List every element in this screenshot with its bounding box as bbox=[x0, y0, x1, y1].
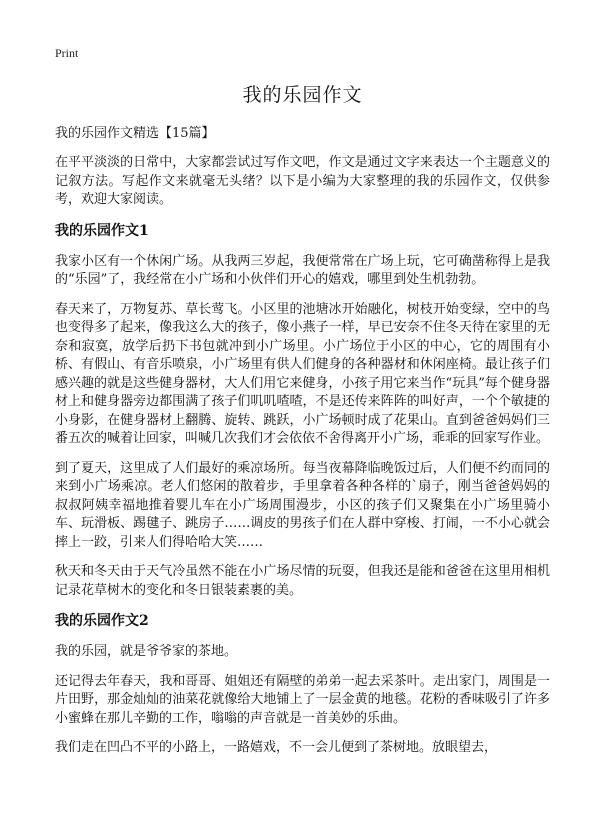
section-paragraph: 我家小区有一个休闲广场。从我两三岁起，我便常常在广场上玩，它可确凿称得上是我的“乐园”了，我经常在小广场和小伙伴们开心的嬉戏，哪里到处生机勃勃。 bbox=[55, 253, 550, 287]
section-paragraph: 春天来了，万物复苏、草长莺飞。小区里的池塘冰开始融化，树枝开始变绿，空中的鸟也变得多了起来，像我这么大的孩子，像小燕子一样，早已安奈不住冬天待在家里的无奈和寂寞，放学后扔下书包就冲到小广场里。小广场位于小区的中心，它的周围有小桥、有假山、有音乐喷泉，小广场里有供人们健身的各种器材和休闲座椅。最让孩子们感兴趣的就是这些健身器材，大人们用它来健身，小孩子用它来当作“玩具”每个健身器材上和健身器旁边都围满了孩子们叽叽喳喳，不是还传来阵阵的叫好声，一个个敏捷的小身影，在健身器材上翻腾、旋转、跳跃，小广场顿时成了花果山。直到爸爸妈妈们三番五次的喊着让回家，叫喊几次我们才会依依不舍得离开小广场，乖乖的回家写作业。 bbox=[55, 301, 550, 446]
page-title: 我的乐园作文 bbox=[242, 84, 363, 106]
article bbox=[55, 80, 550, 769]
section-heading: 我的乐园作文1 bbox=[55, 222, 149, 239]
section-paragraph: 我们走在凹凸不平的小路上，一路嬉戏，不一会儿便到了茶树地。放眼望去， bbox=[55, 740, 498, 755]
section-paragraph: 到了夏天，这里成了人们最好的乘凉场所。每当夜幕降临晚饭过后，人们便不约而同的来到小广场乘凉。老人们悠闲的散着步，手里拿着各种各样的`扇子，刚当爸爸妈妈的叔叔阿姨幸福地推着婴儿车在小广场周围漫步，小区的孩子们又聚集在小广场里骑小车、玩滑板、踢毽子、跳房子……调皮的男孩子们在人群中穿梭、打闹，一不小心就会摔上一跤，引来人们得哈哈大笑…… bbox=[55, 460, 550, 550]
print-link[interactable]: Print bbox=[55, 46, 79, 60]
section-paragraph: 秋天和冬天由于天气冷虽然不能在小广场尽情的玩耍，但我还是能和爸爸在这里用相机记录花草树木的变化和冬日银装素裹的美。 bbox=[55, 564, 550, 598]
section-paragraph: 还记得去年春天，我和哥哥、姐姐还有隔壁的弟弟一起去采茶叶。走出家门，周围是一片田野，那金灿灿的油菜花就像给大地铺上了一层金黄的地毯。花粉的香味吸引了许多小蜜蜂在那儿辛勤的工作，嗡嗡的声音就是一首美妙的乐曲。 bbox=[55, 673, 550, 726]
intro-paragraph: 在平平淡淡的日常中，大家都尝试过写作文吧，作文是通过文字来表达一个主题意义的记叙方法。写起作文来就毫无头绪？以下是小编为大家整理的我的乐园作文，仅供参考，欢迎大家阅读。 bbox=[55, 155, 550, 207]
section-heading: 我的乐园作文2 bbox=[55, 613, 149, 629]
section-paragraph: 我的乐园，就是爷爷家的茶地。 bbox=[55, 644, 238, 659]
article-subtitle: 我的乐园作文精选【15篇】 bbox=[55, 126, 215, 141]
